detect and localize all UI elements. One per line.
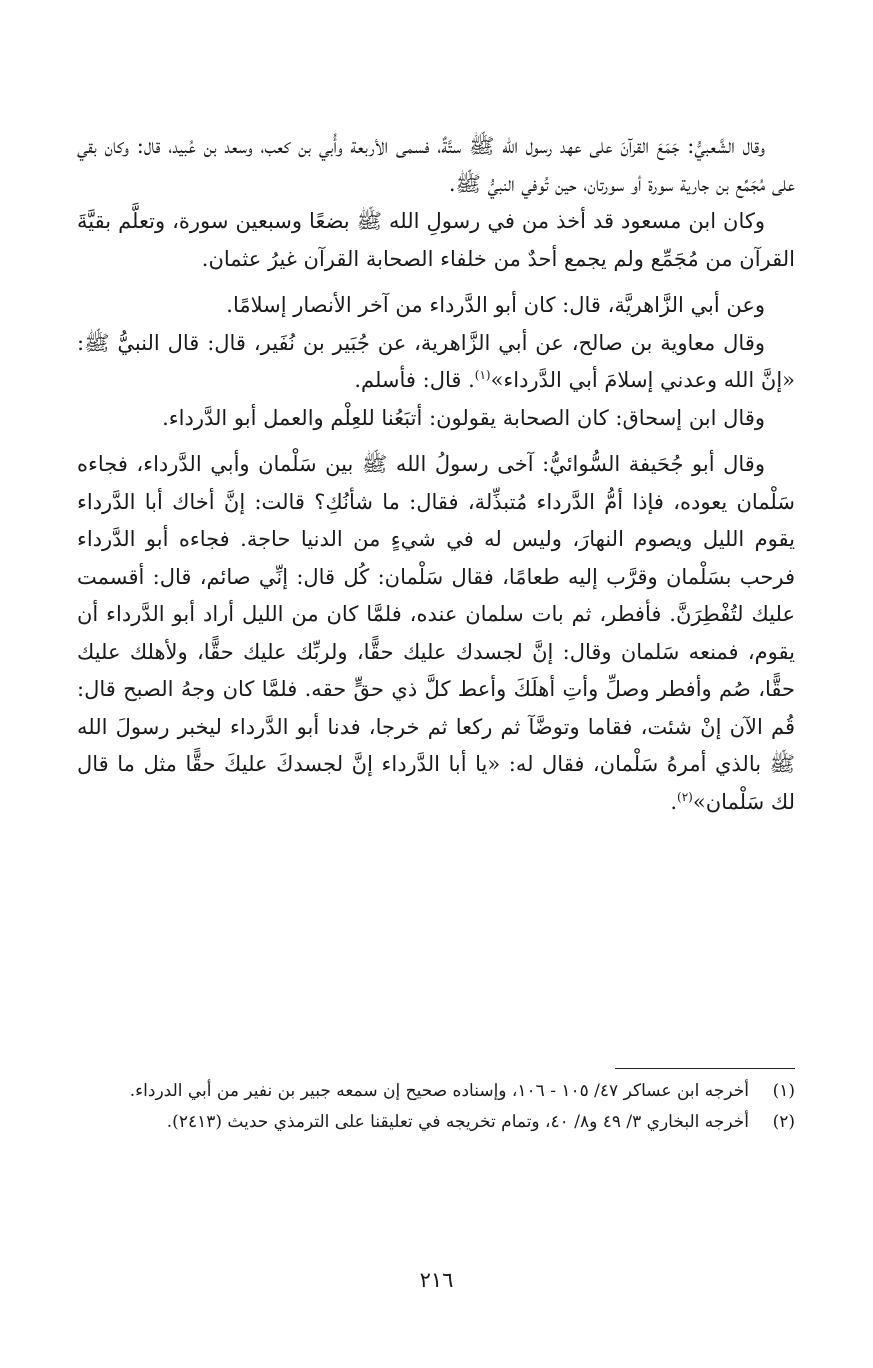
paragraph-1: وقال الشَّعبيُّ: جَمَعَ القرآنَ على عهد رسول الله ﷺ ستَّةٌ، فسمى الأربعة وأُبي بن كعب، وسعد بن عُبيد، قال: وكان بقي على مُجَمِّع بن جارية سورة أو سورتان، حين تُوفي النبيُّ ﷺ. xyxy=(77,134,795,196)
footnote-2 xyxy=(77,1107,795,1138)
paragraph-2: وكان ابن مسعود قد أخذ من في رسولِ الله ﷺ بضعًا وسبعين سورة، وتعلَّم بقيَّةَ القرآن من مُجَمِّع ولم يجمع أحدٌ من خلفاء الصحابة القرآن غيرُ عثمان. xyxy=(77,209,795,271)
paragraph-3: وعن أبي الزَّاهريَّة، قال: كان أبو الدَّرداء من آخر الأنصار إسلامًا. xyxy=(226,293,765,317)
footnotes xyxy=(77,1076,795,1138)
main-text xyxy=(77,128,795,821)
footnote-2-number: (٢) xyxy=(772,1112,795,1132)
paragraph-6-text: وقال أبو جُحَيفة السُّوائيُّ: آخى رسولُ الله ﷺ بين سَلْمان وأبي الدَّرداء، فجاءه سَلْمان يعوده، فإذا أمُّ الدَّرداء مُتبذِّلة، فقال: ما شأنُكِ؟ قالت: إنَّ أخاك أبا الدَّرداء يقوم الليل ويصوم النهارَ، وليس له في شيءٍ من الدنيا حاجة. فجاءه أبو الدَّرداء فرحب بسَلْمان وقرَّب إليه طعامًا، فقال سَلْمان: كُل قال: إنِّي صائم، قال: أقسمت عليك لتُفْطِرَنَّ. فأفطر، ثم بات سلمان عنده، فلمَّا كان من الليل أراد أبو الدَّرداء أن يقوم، فمنعه سَلمان وقال: إنَّ لجسدك عليك حقًّا، ولربِّك عليك حقًّا، ولأهلك عليك حقًّا، صُم وأفطر وصلِّ وأتِ أهلَكَ وأعط كلَّ ذي حقٍّ حقه. فلمَّا كان وجهُ الصبح قال: قُم الآن إنْ شئت، فقاما وتوضَّآ ثم ركعا ثم خرجا، فدنا أبو الدَّرداء ليخبر رسولَ الله ﷺ بالذي أمرهُ سَلْمان، فقال له: «يا أبا الدَّرداء إنَّ لجسدكَ عليكَ حقًّا مثل ما قال لك سَلْمان» xyxy=(77,452,795,814)
paragraph-4 xyxy=(77,325,795,400)
footnote-divider xyxy=(615,1068,795,1069)
footnote-1 xyxy=(77,1076,795,1107)
footnote-1-number: (١) xyxy=(772,1081,795,1101)
footnote-ref-2: (٢) xyxy=(677,789,693,804)
paragraph-5: وقال ابن إسحاق: كان الصحابة يقولون: أتبَعُنا للعِلْم والعمل أبو الدَّرداء. xyxy=(162,405,765,430)
paragraph-4-tail: . قال: فأسلم. xyxy=(354,368,475,392)
paragraph-6-tail: . xyxy=(670,789,678,814)
page-number: ٢١٦ xyxy=(419,1268,454,1292)
paragraph-4-text: وقال معاوية بن صالح، عن أبي الزَّاهرية، عن جُبَير بن نُفَير، قال: قال النبيُّ ﷺ: «إنَّ الله وعدني إسلامَ أبي الدَّرداء» xyxy=(77,330,795,392)
footnote-1-text: أخرجه ابن عساكر ٤٧/ ١٠٥ - ١٠٦، وإسناده صحيح إن سمعه جبير بن نفير من أبي الدرداء. xyxy=(129,1081,749,1101)
footnote-2-text: أخرجه البخاري ٣/ ٤٩ و٨/ ٤٠، وتمام تخريجه في تعليقنا على الترمذي حديث (٢٤١٣). xyxy=(166,1112,749,1132)
footnote-ref-1: (١) xyxy=(474,368,491,382)
paragraph-6 xyxy=(77,446,795,821)
